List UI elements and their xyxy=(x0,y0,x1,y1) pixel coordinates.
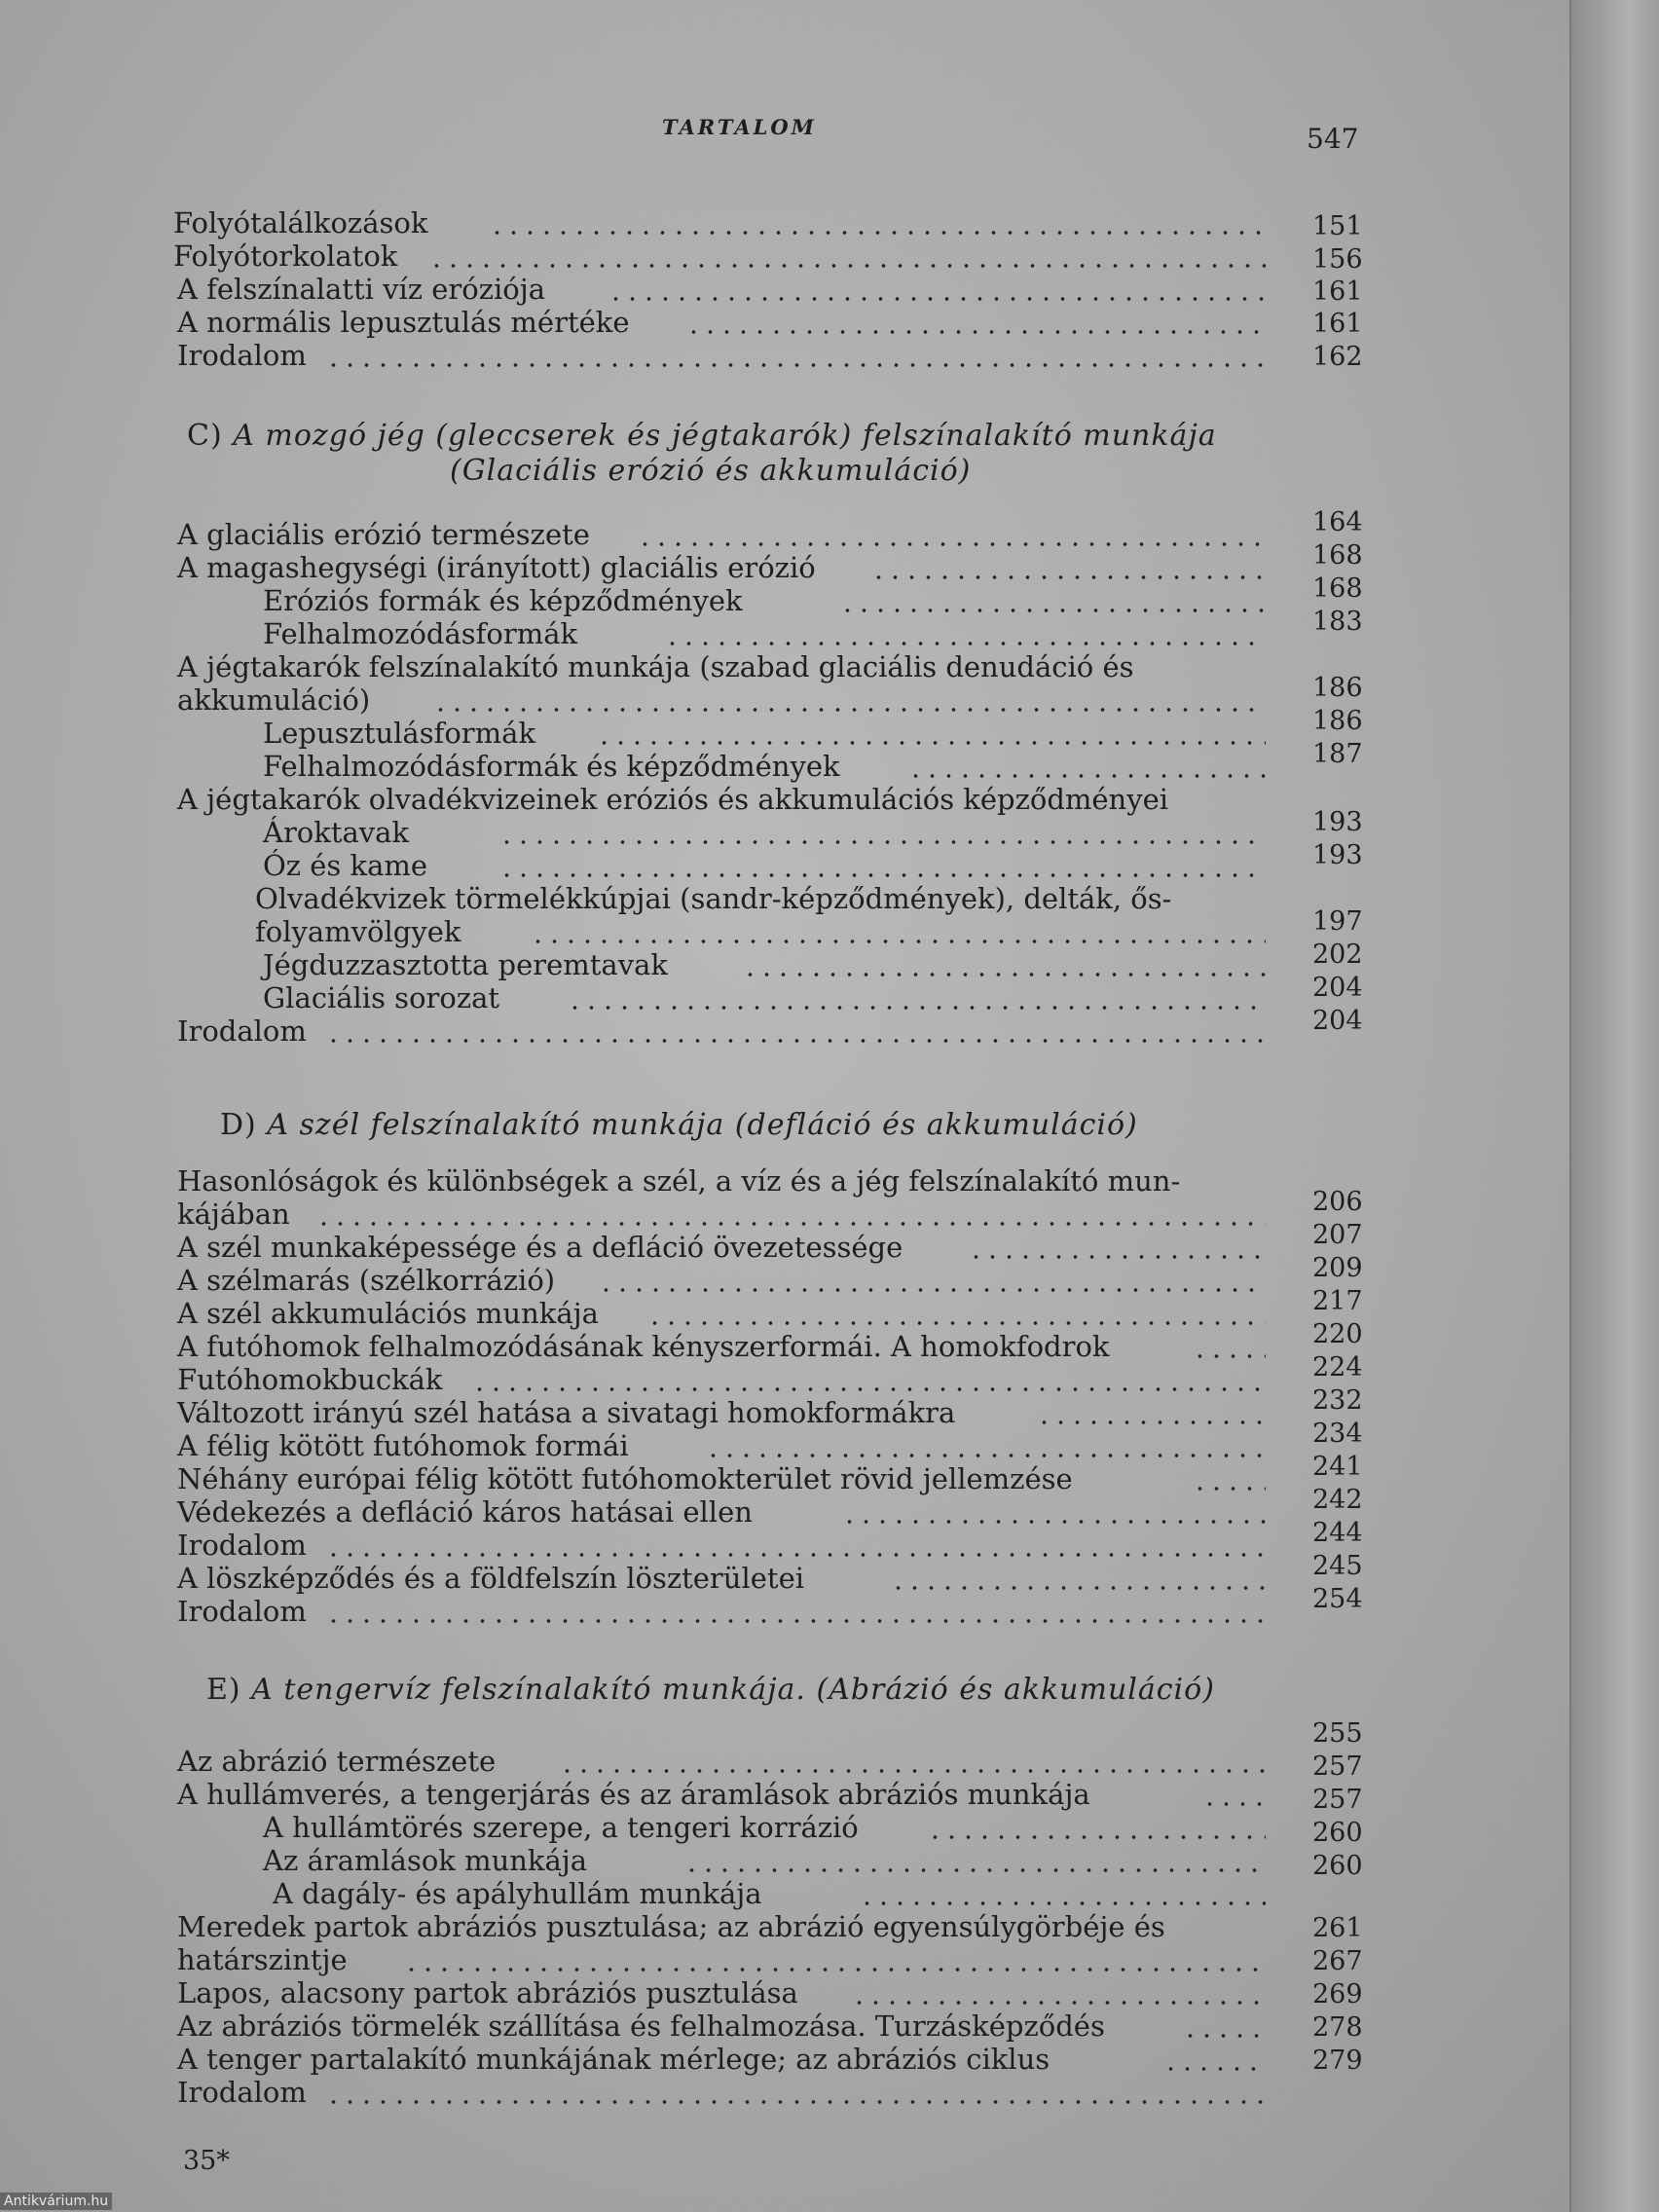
toc-page-number: 161 xyxy=(1312,276,1363,307)
toc-entry-title: akkumuláció) xyxy=(177,683,371,717)
toc-page-number: 257 xyxy=(1312,1751,1363,1782)
toc-entry-title: Lepusztulásformák xyxy=(263,717,536,750)
toc-page-number: 186 xyxy=(1312,706,1363,736)
toc-entry-title: Irodalom xyxy=(177,2076,307,2109)
toc-page-number: 193 xyxy=(1312,840,1363,870)
dot-leader xyxy=(325,1550,1266,1560)
dot-leader xyxy=(637,539,1266,549)
toc-page-number: 156 xyxy=(1312,244,1363,275)
page-number: 547 xyxy=(1307,123,1359,155)
dot-leader xyxy=(664,639,1266,648)
toc-entry-title: A futóhomok felhalmozódásának kényszerformái. A homokfodrok xyxy=(177,1330,1110,1363)
toc-page-number: 278 xyxy=(1312,2012,1363,2043)
toc-page-number: 193 xyxy=(1312,807,1363,837)
toc-page-number: 254 xyxy=(1312,1584,1363,1614)
toc-entry-title: A jégtakarók felszínalakító munkája (szabad glaciális denudáció és xyxy=(177,650,1134,683)
dot-leader xyxy=(498,837,1266,847)
dot-leader xyxy=(742,970,1266,979)
toc-entry-title: Folyótalálkozások xyxy=(173,206,428,240)
toc-page-number: 260 xyxy=(1312,1818,1363,1848)
toc-entry-title: A hullámverés, a tengerjárás és az áramlások abráziós munkája xyxy=(177,1778,1090,1811)
dot-leader xyxy=(530,937,1266,946)
dot-leader xyxy=(851,1998,1266,2008)
printer-signature: 35* xyxy=(183,2146,230,2176)
dot-leader xyxy=(927,1832,1266,1842)
toc-entry-title: A löszképződés és a földfelszín löszterületei xyxy=(177,1562,805,1595)
toc-entry-title: határszintje xyxy=(177,1943,348,1976)
toc-page-number: 220 xyxy=(1312,1319,1363,1349)
toc-entry-title: Glaciális sorozat xyxy=(263,981,500,1014)
toc-page-number: 183 xyxy=(1312,607,1363,637)
watermark: Antikvárium.hu xyxy=(0,2193,112,2210)
dot-leader xyxy=(596,738,1266,748)
toc-entry-title: Eróziós formák és képződmények xyxy=(263,584,743,617)
dot-leader xyxy=(498,870,1266,880)
toc-entry-title: Hasonlóságok és különbségek a szél, a víz és a jég felszínalakító mun- xyxy=(177,1164,1181,1198)
toc-page-number: 168 xyxy=(1312,573,1363,604)
toc-entry-title: A dagály- és apályhullám munkája xyxy=(273,1877,762,1910)
dot-leader xyxy=(489,228,1266,238)
toc-entry-title: A félig kötött futóhomok formái xyxy=(177,1429,629,1462)
dot-leader xyxy=(432,705,1266,715)
toc-page-number: 186 xyxy=(1312,673,1363,703)
dot-leader xyxy=(683,1865,1266,1875)
dot-leader xyxy=(1192,1351,1266,1361)
toc-entry-title: Jégduzzasztotta peremtavak xyxy=(263,948,668,981)
toc-entry-title: A szélmarás (szélkorrázió) xyxy=(177,1264,556,1297)
dot-leader xyxy=(705,1451,1266,1460)
toc-entry-title: Lapos, alacsony partok abráziós pusztulása xyxy=(177,1976,798,2009)
toc-entry-title: Irodalom xyxy=(177,1595,307,1628)
dot-leader xyxy=(559,1766,1266,1776)
toc-entry-title: Irodalom xyxy=(177,339,307,372)
toc-entry-title: A magashegységi (irányított) glaciális erózió xyxy=(177,551,816,584)
toc-page-number: 234 xyxy=(1312,1419,1363,1449)
toc-page-number: 279 xyxy=(1312,2046,1363,2076)
toc-page-number: 232 xyxy=(1312,1385,1363,1416)
toc-entry-title: Az abráziós törmelék szállítása és felhalmozása. Turzásképződés xyxy=(177,2009,1105,2043)
toc-page-number: 224 xyxy=(1312,1352,1363,1382)
toc-entry-title: A normális lepusztulás mértéke xyxy=(177,306,630,339)
section-heading-e: E) A tengervíz felszínalakító munkája. (Abrázió és akkumuláció) xyxy=(206,1673,1215,1707)
toc-entry-title: Néhány európai félig kötött futóhomokterület rövid jellemzése xyxy=(177,1462,1073,1495)
dot-leader xyxy=(325,1036,1266,1046)
toc-page-number: 187 xyxy=(1312,739,1363,769)
toc-entry-title: Ároktavak xyxy=(263,816,410,849)
toc-page-number: 241 xyxy=(1312,1452,1363,1482)
toc-entry-title: Futóhomokbuckák xyxy=(177,1363,443,1396)
toc-entry-title: Irodalom xyxy=(177,1014,307,1048)
toc-page-number: 217 xyxy=(1312,1286,1363,1316)
dot-leader xyxy=(325,2097,1266,2107)
toc-page-number: 202 xyxy=(1312,940,1363,970)
toc-page-number: 151 xyxy=(1312,211,1363,241)
toc-page-number: 267 xyxy=(1312,1946,1363,1976)
toc-entry-title: A jégtakarók olvadékvizeinek eróziós és akkumulációs képződményei xyxy=(177,783,1169,816)
dot-leader xyxy=(428,261,1266,271)
dot-leader xyxy=(608,294,1266,304)
section-heading-d: D) A szél felszínalakító munkája (defláció és akkumuláció) xyxy=(220,1108,1138,1142)
section-heading-c: C) A mozgó jég (gleccserek és jégtakarók) felszínalakító munkája xyxy=(187,419,1217,453)
toc-page-number: 197 xyxy=(1312,906,1363,937)
toc-entry-title: A glaciális erózió természete xyxy=(177,518,590,551)
toc-page-number: 204 xyxy=(1312,973,1363,1003)
toc-entry-title: A szél munkaképessége és a defláció övezetessége xyxy=(177,1231,903,1264)
running-title: TARTALOM xyxy=(662,115,817,139)
toc-page-number: 255 xyxy=(1312,1718,1363,1749)
dot-leader xyxy=(1201,1799,1266,1809)
toc-entry-title: Olvadékvizek törmelékkúpjai (sandr-képződmények), delták, ős- xyxy=(255,882,1172,915)
dot-leader xyxy=(471,1384,1266,1394)
toc-page-number: 260 xyxy=(1312,1851,1363,1881)
dot-leader xyxy=(1162,2064,1266,2074)
dot-leader xyxy=(1192,1484,1266,1493)
toc-page-number: 204 xyxy=(1312,1006,1363,1036)
toc-entry-title: A szél akkumulációs munkája xyxy=(177,1297,599,1330)
toc-page-number: 207 xyxy=(1312,1220,1363,1250)
dot-leader xyxy=(598,1285,1266,1295)
toc-entry-title: kájában xyxy=(177,1198,290,1231)
toc-page-number: 269 xyxy=(1312,1979,1363,2009)
toc-entry-title: Védekezés a defláció káros hatásai ellen xyxy=(177,1495,753,1529)
toc-page-number: 257 xyxy=(1312,1785,1363,1815)
dot-leader xyxy=(567,1003,1266,1013)
section-subheading-c: (Glaciális erózió és akkumuláció) xyxy=(450,454,972,488)
dot-leader xyxy=(646,1318,1266,1328)
toc-page-number: 161 xyxy=(1312,309,1363,339)
toc-entry-title: A tenger partalakító munkájának mérlege; az abráziós ciklus xyxy=(177,2043,1051,2076)
dot-leader xyxy=(859,1899,1266,1908)
toc-page-number: 244 xyxy=(1312,1518,1363,1548)
toc-page-number: 164 xyxy=(1312,507,1363,537)
dot-leader xyxy=(841,1517,1266,1527)
toc-entry-title: Meredek partok abráziós pusztulása; az abrázió egyensúlygörbéje és xyxy=(177,1910,1165,1943)
toc-page-number: 168 xyxy=(1312,540,1363,571)
toc-page-number: 261 xyxy=(1312,1913,1363,1943)
dot-leader xyxy=(315,1219,1266,1229)
toc-entry-title: Óz és kame xyxy=(263,849,428,882)
dot-leader xyxy=(890,1583,1266,1593)
dot-leader xyxy=(325,360,1266,370)
dot-leader xyxy=(1182,2031,1266,2041)
toc-entry-title: Változott irányú szél hatása a sivatagi homokformákra xyxy=(177,1396,956,1429)
dot-leader xyxy=(907,771,1266,781)
toc-entry-title: Felhalmozódásformák xyxy=(263,617,578,650)
toc-page-number: 209 xyxy=(1312,1253,1363,1283)
toc-entry-title: Felhalmozódásformák és képződmények xyxy=(263,750,840,783)
toc-entry-title: A felszínalatti víz eróziója xyxy=(177,273,546,306)
toc-page-number: 245 xyxy=(1312,1551,1363,1581)
dot-leader xyxy=(968,1252,1266,1262)
toc-entry-title: Folyótorkolatok xyxy=(173,240,398,273)
dot-leader xyxy=(1036,1418,1266,1427)
dot-leader xyxy=(403,1965,1266,1974)
dot-leader xyxy=(325,1616,1266,1626)
toc-entry-title: A hullámtörés szerepe, a tengeri korrázió xyxy=(263,1811,859,1844)
dot-leader xyxy=(839,606,1266,615)
dot-leader xyxy=(685,327,1266,337)
toc-page-number: 242 xyxy=(1312,1485,1363,1515)
toc-entry-title: Az abrázió természete xyxy=(177,1745,497,1778)
toc-entry-title: Irodalom xyxy=(177,1529,307,1562)
dot-leader xyxy=(870,572,1266,582)
toc-entry-title: folyamvölgyek xyxy=(255,915,461,948)
toc-page-number: 162 xyxy=(1312,342,1363,372)
toc-page-number: 206 xyxy=(1312,1187,1363,1217)
toc-entry-title: Az áramlások munkája xyxy=(263,1844,588,1877)
book-spine-edge xyxy=(1569,0,1659,2212)
